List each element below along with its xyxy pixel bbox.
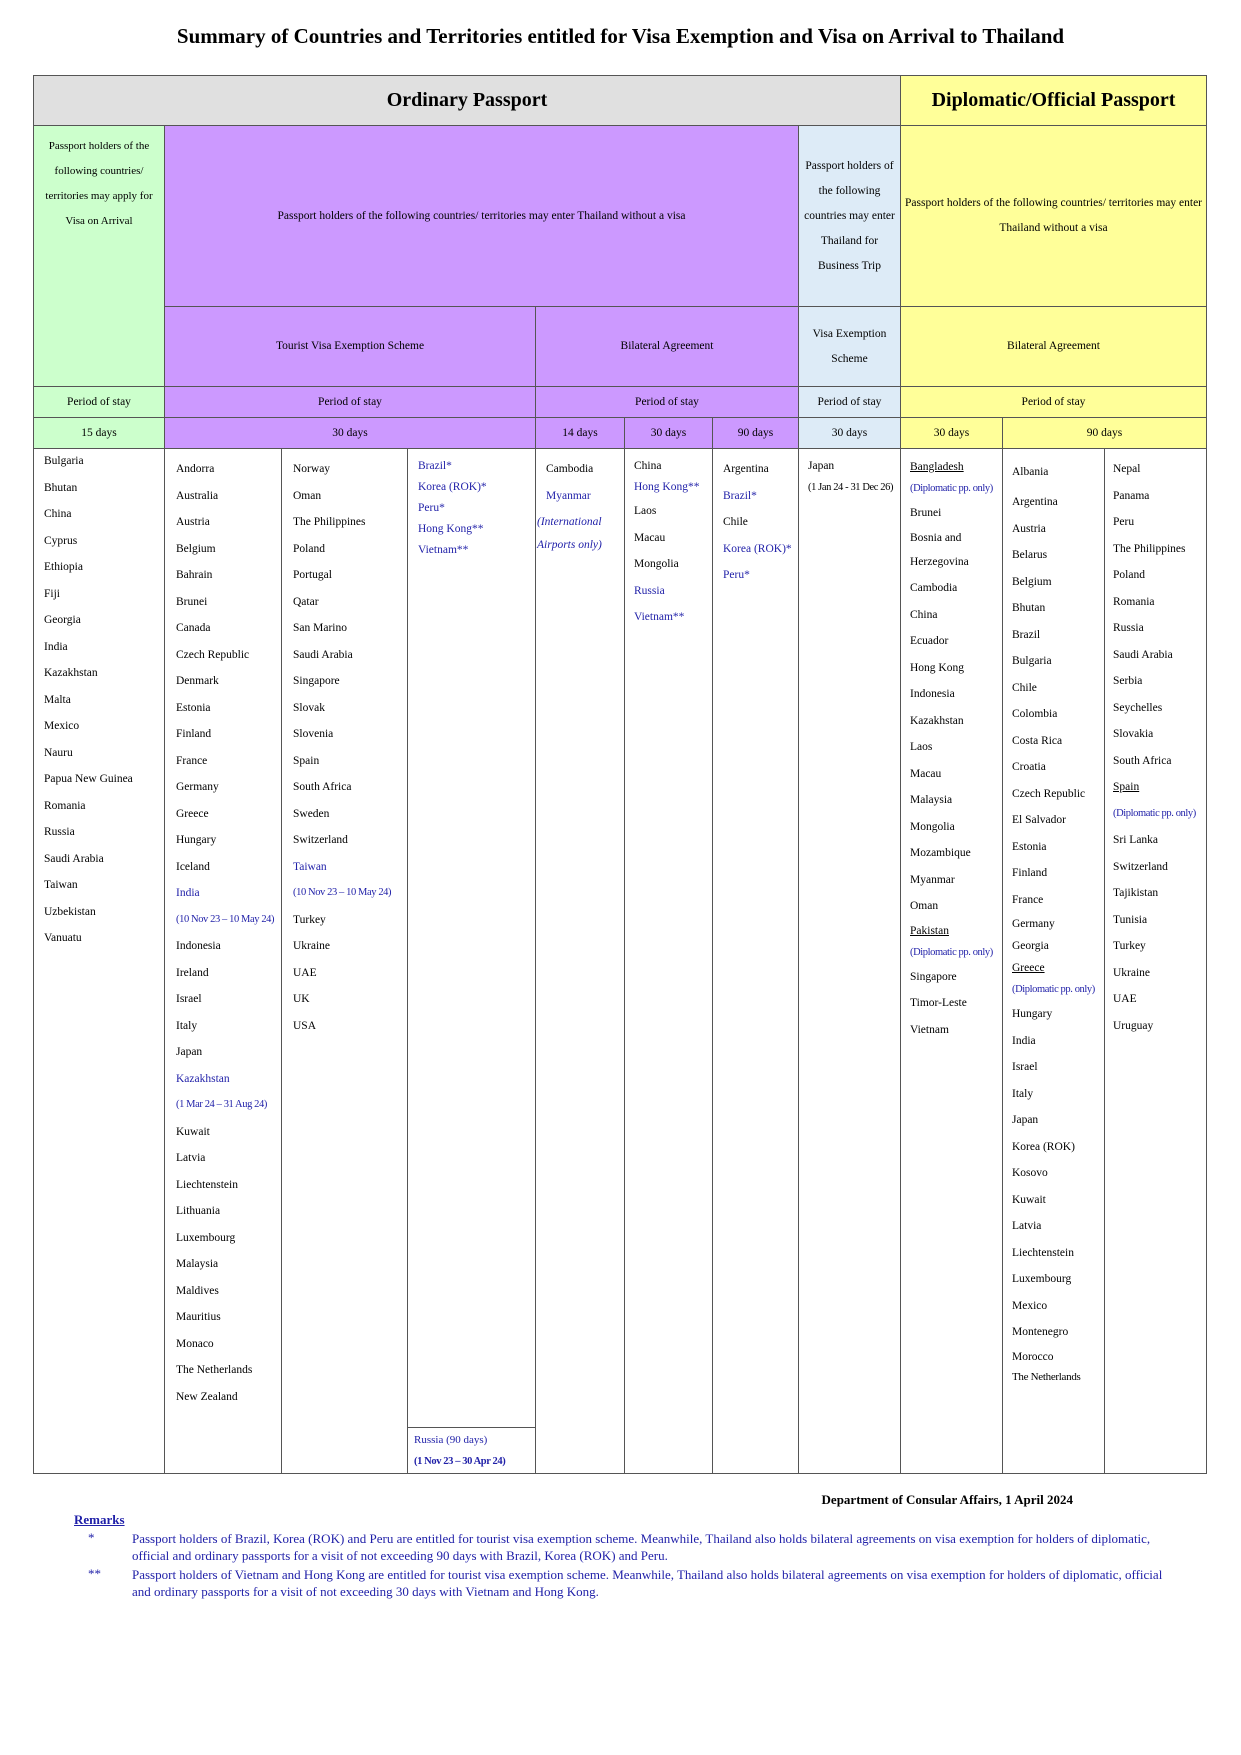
tourist-country-list-3 bbox=[418, 456, 487, 561]
duration-tourist: 30 days bbox=[164, 417, 536, 449]
list-item: Brazil bbox=[1012, 628, 1041, 641]
list-item: Luxembourg bbox=[1012, 1273, 1072, 1285]
list-item: Estonia bbox=[176, 701, 211, 714]
business-list bbox=[808, 456, 893, 498]
list-item: Monaco bbox=[176, 1337, 214, 1350]
list-item: Laos bbox=[910, 741, 933, 753]
list-item-note: (Diplomatic pp. only) bbox=[1113, 807, 1196, 819]
list-item: Brazil* bbox=[723, 489, 757, 502]
list-item: Oman bbox=[910, 900, 939, 912]
period-voa: Period of stay bbox=[33, 386, 165, 418]
list-item: Singapore bbox=[910, 970, 957, 983]
list-item-note: (1 Mar 24 – 31 Aug 24) bbox=[176, 1099, 267, 1110]
list-item: Switzerland bbox=[1113, 860, 1168, 873]
list-item: Colombia bbox=[1012, 708, 1058, 720]
list-item: Austria bbox=[176, 516, 210, 528]
list-item: The Netherlands bbox=[1012, 1370, 1081, 1383]
list-item: Sri Lanka bbox=[1113, 834, 1159, 846]
duration-bi14: 14 days bbox=[535, 417, 625, 449]
period-tourist: Period of stay bbox=[164, 386, 536, 418]
remark-2-mark: ** bbox=[88, 1566, 101, 1581]
list-item: Denmark bbox=[176, 675, 219, 687]
list-item: France bbox=[1012, 893, 1044, 906]
list-item: Greece bbox=[1012, 962, 1045, 974]
list-item: Singapore bbox=[293, 675, 340, 687]
list-item: France bbox=[176, 754, 208, 767]
list-item: Liechtenstein bbox=[1012, 1246, 1074, 1259]
diplomatic-90-list-2 bbox=[1113, 456, 1196, 1039]
list-item: Japan bbox=[1012, 1114, 1039, 1126]
tourist-country-list-2 bbox=[293, 456, 391, 1039]
list-item: Chile bbox=[723, 516, 748, 528]
list-item: Nepal bbox=[1113, 463, 1141, 475]
list-item: Canada bbox=[176, 622, 211, 634]
list-item: South Africa bbox=[1113, 754, 1172, 767]
list-item: Brunei bbox=[910, 507, 942, 519]
list-item: Ukraine bbox=[1113, 966, 1151, 979]
list-item: Ethiopia bbox=[44, 561, 83, 573]
list-item-note: Airports only) bbox=[537, 538, 602, 551]
list-item: Romania bbox=[44, 799, 86, 812]
list-item: Myanmar bbox=[910, 873, 955, 886]
list-item: Korea (ROK) bbox=[1012, 1140, 1075, 1153]
list-item: Peru* bbox=[418, 502, 445, 514]
list-item: Croatia bbox=[1012, 761, 1046, 773]
list-item: Bhutan bbox=[1012, 602, 1046, 614]
list-item: Mongolia bbox=[910, 820, 955, 833]
list-item-note: (10 Nov 23 – 10 May 24) bbox=[176, 913, 275, 925]
list-item: Hong Kong** bbox=[634, 481, 700, 493]
period-bilateral: Period of stay bbox=[535, 386, 799, 418]
list-item: Norway bbox=[293, 463, 331, 475]
list-item: Latvia bbox=[176, 1152, 206, 1164]
list-item: Italy bbox=[176, 1019, 198, 1032]
list-item: Russia bbox=[1113, 622, 1144, 634]
list-item: Mozambique bbox=[910, 847, 971, 859]
list-item: Spain bbox=[293, 754, 320, 767]
tourist-country-list-1 bbox=[176, 456, 274, 1410]
list-item: Fiji bbox=[44, 587, 60, 600]
list-item: Portugal bbox=[293, 569, 332, 581]
diplomatic-bilateral-header: Bilateral Agreement bbox=[900, 306, 1207, 387]
list-item: Indonesia bbox=[176, 940, 221, 952]
list-item: Bulgaria bbox=[1012, 655, 1052, 667]
list-item-note: (1 Jan 24 - 31 Dec 26) bbox=[808, 482, 894, 493]
list-item: Morocco bbox=[1012, 1350, 1054, 1363]
list-item: Albania bbox=[1012, 466, 1049, 478]
list-item: Lithuania bbox=[176, 1205, 221, 1217]
list-item: Japan bbox=[808, 460, 835, 472]
list-item: Germany bbox=[176, 781, 219, 793]
business-scheme-header: Visa Exemption Scheme bbox=[798, 306, 901, 387]
list-item: Macau bbox=[910, 767, 942, 780]
duration-business: 30 days bbox=[798, 417, 901, 449]
list-item: Malaysia bbox=[910, 794, 953, 806]
department-date: Department of Consular Affairs, 1 April 2024 bbox=[821, 1492, 1073, 1507]
list-item: The Netherlands bbox=[176, 1364, 253, 1376]
list-item: Montenegro bbox=[1012, 1326, 1069, 1338]
list-item: Cambodia bbox=[546, 463, 594, 475]
list-item: Czech Republic bbox=[1012, 787, 1086, 800]
list-item: Finland bbox=[176, 728, 212, 740]
list-item: Georgia bbox=[1012, 940, 1049, 952]
list-item: Australia bbox=[176, 489, 219, 502]
list-item: Uzbekistan bbox=[44, 905, 96, 918]
list-item: Turkey bbox=[1113, 940, 1146, 952]
list-item: Chile bbox=[1012, 681, 1037, 694]
list-item: USA bbox=[293, 1019, 317, 1032]
list-item: India bbox=[176, 887, 200, 899]
list-item: Kuwait bbox=[176, 1125, 210, 1138]
list-item: Timor-Leste bbox=[910, 997, 967, 1009]
list-item: Belgium bbox=[1012, 575, 1052, 588]
list-item: China bbox=[910, 608, 938, 621]
list-item: Slovak bbox=[293, 701, 325, 714]
list-item: Latvia bbox=[1012, 1220, 1042, 1232]
list-item: The Philippines bbox=[1113, 542, 1186, 555]
list-item: Kazakhstan bbox=[910, 714, 964, 727]
list-item: Kazakhstan bbox=[44, 667, 98, 679]
list-item: Austria bbox=[1012, 522, 1046, 535]
list-item: Kazakhstan bbox=[176, 1072, 230, 1085]
list-item: Poland bbox=[1113, 569, 1145, 581]
list-item: Kosovo bbox=[1012, 1167, 1048, 1179]
list-item: Sweden bbox=[293, 807, 330, 820]
remarks-title: Remarks bbox=[74, 1512, 125, 1527]
list-item: Russia (90 days) bbox=[414, 1434, 488, 1446]
list-item: UK bbox=[293, 993, 310, 1005]
list-item: Bosnia and bbox=[910, 531, 962, 544]
list-item: Russia bbox=[634, 584, 665, 597]
list-item: Brazil* bbox=[418, 460, 452, 472]
page-title: Summary of Countries and Territories entitled for Visa Exemption and Visa on Arrival to Thailand bbox=[176, 24, 1065, 48]
list-item: Brunei bbox=[176, 595, 208, 608]
list-item: Mexico bbox=[44, 720, 80, 732]
remark-1 bbox=[74, 1530, 1174, 1564]
list-item: India bbox=[44, 640, 68, 653]
list-item: New Zealand bbox=[176, 1390, 238, 1403]
remark-2-text: Passport holders of Vietnam and Hong Kong are entitled for tourist visa exemption scheme. Meanwhile, Thailand also holds bilateral agreements on visa exemption for holders of diplomatic, official and ordinary passports for a visit of not exceeding 30 days with Vietnam and Hong Kong. bbox=[132, 1567, 1163, 1599]
list-item: Oman bbox=[293, 489, 322, 502]
business-trip-description: Passport holders of the following countries may enter Thailand for Business Trip bbox=[798, 125, 901, 307]
list-item: UAE bbox=[1113, 993, 1137, 1005]
list-item: China bbox=[44, 508, 72, 520]
list-item: Bangladesh bbox=[910, 461, 964, 473]
list-item: Israel bbox=[1012, 1061, 1038, 1073]
list-item: Ukraine bbox=[293, 940, 331, 952]
list-item: Myanmar bbox=[546, 489, 591, 502]
duration-bi90: 90 days bbox=[712, 417, 799, 449]
period-business: Period of stay bbox=[798, 386, 901, 418]
list-item: The Philippines bbox=[293, 516, 366, 528]
list-item: Papua New Guinea bbox=[44, 773, 133, 785]
list-item: Estonia bbox=[1012, 840, 1047, 853]
list-item: Mongolia bbox=[634, 558, 679, 570]
list-item-note: (10 Nov 23 – 10 May 24) bbox=[293, 887, 392, 898]
diplomatic-30-list bbox=[910, 456, 993, 1043]
list-item: Italy bbox=[1012, 1087, 1034, 1100]
period-diplomatic: Period of stay bbox=[900, 386, 1207, 418]
voa-description: Passport holders of the following countries/ territories may apply for Visa on Arrival bbox=[33, 125, 165, 387]
bilateral-30-list bbox=[634, 456, 700, 631]
list-item: Ireland bbox=[176, 966, 209, 979]
list-item: Vietnam bbox=[910, 1023, 949, 1036]
list-item: El Salvador bbox=[1012, 814, 1066, 826]
list-item: Uruguay bbox=[1113, 1019, 1154, 1032]
list-item: Malaysia bbox=[176, 1258, 219, 1270]
list-item: Andorra bbox=[176, 463, 215, 475]
list-item-note: (Diplomatic pp. only) bbox=[910, 483, 993, 494]
list-item: Slovakia bbox=[1113, 728, 1154, 740]
list-item: Luxembourg bbox=[176, 1231, 236, 1244]
diplomatic-passport-header: Diplomatic/Official Passport bbox=[900, 75, 1207, 126]
list-item: Iceland bbox=[176, 860, 210, 873]
remark-2 bbox=[74, 1566, 1174, 1600]
list-item: Tajikistan bbox=[1113, 887, 1159, 899]
list-item: Laos bbox=[634, 505, 657, 517]
visa-free-description: Passport holders of the following countries/ territories may enter Thailand without a visa bbox=[164, 125, 799, 307]
list-item: Romania bbox=[1113, 595, 1155, 608]
remark-1-mark: * bbox=[88, 1530, 95, 1545]
list-item-note: (Diplomatic pp. only) bbox=[910, 946, 993, 958]
list-item: Nauru bbox=[44, 746, 73, 759]
list-item: UAE bbox=[293, 966, 317, 979]
duration-voa: 15 days bbox=[33, 417, 165, 449]
list-item: Vietnam** bbox=[634, 611, 685, 623]
list-item: China bbox=[634, 460, 662, 472]
list-item: Liechtenstein bbox=[176, 1178, 238, 1191]
tourist-russia-note bbox=[414, 1430, 505, 1472]
list-item: Israel bbox=[176, 993, 202, 1005]
remark-1-text: Passport holders of Brazil, Korea (ROK) and Peru are entitled for tourist visa exemption scheme. Meanwhile, Thailand also holds bilateral agreements on visa exemption for holders of diplomatic, official and ordinary passports for a visit of not exceeding 90 days with Brazil, Korea (ROK) and Peru. bbox=[132, 1531, 1151, 1563]
tourist-scheme-header: Tourist Visa Exemption Scheme bbox=[164, 306, 536, 387]
diplomatic-90-list-1 bbox=[1012, 456, 1095, 1386]
bilateral-14-list bbox=[537, 456, 602, 554]
list-item: Bhutan bbox=[44, 481, 78, 494]
list-item: Saudi Arabia bbox=[44, 852, 104, 865]
list-item-note: (1 Nov 23 – 30 Apr 24) bbox=[414, 1456, 506, 1467]
list-item: Slovenia bbox=[293, 728, 334, 740]
list-item: Tunisia bbox=[1113, 913, 1148, 926]
list-item: Vanuatu bbox=[44, 932, 82, 944]
list-item: Mauritius bbox=[176, 1311, 221, 1323]
list-item: Cyprus bbox=[44, 534, 78, 547]
list-item: India bbox=[1012, 1034, 1036, 1047]
list-item: Indonesia bbox=[910, 688, 955, 700]
list-item: Argentina bbox=[1012, 496, 1058, 508]
list-item: Argentina bbox=[723, 463, 769, 475]
list-item: Ecuador bbox=[910, 635, 949, 647]
bilateral-header: Bilateral Agreement bbox=[535, 306, 799, 387]
list-item: Taiwan bbox=[293, 860, 327, 873]
list-item: Spain bbox=[1113, 781, 1140, 793]
list-item: Hong Kong** bbox=[418, 523, 484, 535]
list-item: San Marino bbox=[293, 622, 347, 634]
duration-dip30: 30 days bbox=[900, 417, 1003, 449]
list-item: Belarus bbox=[1012, 549, 1048, 561]
list-item: Finland bbox=[1012, 867, 1048, 879]
list-item: Korea (ROK)* bbox=[418, 481, 487, 493]
list-item: Qatar bbox=[293, 595, 319, 608]
list-item: Saudi Arabia bbox=[1113, 648, 1173, 661]
list-item: Turkey bbox=[293, 913, 326, 926]
list-item: Switzerland bbox=[293, 834, 348, 846]
list-item: Bulgaria bbox=[44, 455, 84, 467]
duration-bi30: 30 days bbox=[624, 417, 713, 449]
list-item: Vietnam** bbox=[418, 544, 469, 556]
list-item: Peru bbox=[1113, 516, 1135, 528]
list-item: Hungary bbox=[176, 834, 217, 846]
voa-country-list bbox=[44, 448, 133, 952]
list-item: Japan bbox=[176, 1046, 203, 1058]
list-item: Peru* bbox=[723, 569, 750, 581]
list-item: South Africa bbox=[293, 781, 352, 793]
list-item: Kuwait bbox=[1012, 1193, 1046, 1206]
list-item: Costa Rica bbox=[1012, 734, 1063, 747]
list-item: Bahrain bbox=[176, 569, 213, 581]
diplomatic-description: Passport holders of the following countries/ territories may enter Thailand without a visa bbox=[900, 125, 1207, 307]
list-item: Hong Kong bbox=[910, 661, 964, 674]
list-item: Czech Republic bbox=[176, 648, 250, 661]
list-item: Poland bbox=[293, 542, 325, 555]
list-item-note: (Diplomatic pp. only) bbox=[1012, 984, 1095, 995]
list-item: Taiwan bbox=[44, 879, 78, 891]
list-item: Korea (ROK)* bbox=[723, 542, 792, 555]
list-item: Hungary bbox=[1012, 1008, 1053, 1020]
list-item: Malta bbox=[44, 693, 71, 706]
list-item: Maldives bbox=[176, 1284, 219, 1297]
list-item: Cambodia bbox=[910, 582, 958, 594]
list-item: Mexico bbox=[1012, 1299, 1048, 1312]
list-item: Pakistan bbox=[910, 924, 949, 937]
list-item-note: (International bbox=[537, 516, 602, 528]
list-item: Belgium bbox=[176, 542, 216, 555]
remarks-section bbox=[74, 1512, 1174, 1600]
list-item: Greece bbox=[176, 807, 209, 820]
bilateral-90-list bbox=[723, 456, 792, 589]
list-item: Saudi Arabia bbox=[293, 648, 353, 661]
list-item: Germany bbox=[1012, 918, 1055, 930]
list-item: Panama bbox=[1113, 489, 1150, 502]
duration-dip90: 90 days bbox=[1002, 417, 1207, 449]
list-item: Russia bbox=[44, 826, 75, 838]
ordinary-passport-header: Ordinary Passport bbox=[33, 75, 901, 126]
list-item: Serbia bbox=[1113, 675, 1143, 687]
list-item: Seychelles bbox=[1113, 701, 1163, 714]
list-item: Herzegovina bbox=[910, 555, 969, 568]
list-item: Macau bbox=[634, 531, 666, 544]
list-item: Georgia bbox=[44, 614, 81, 626]
